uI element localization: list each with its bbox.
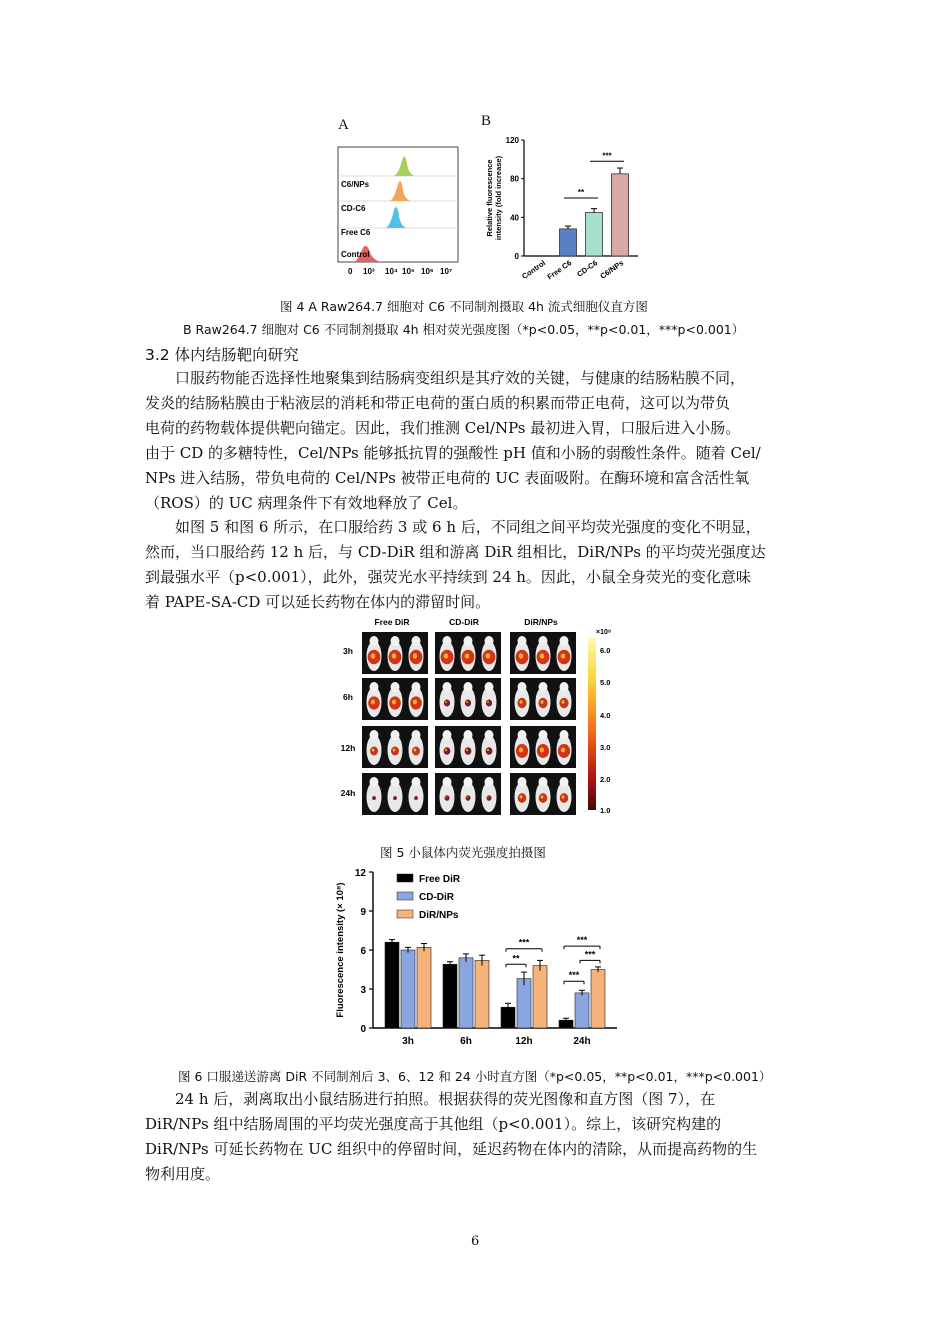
paragraph-3 bbox=[145, 1087, 805, 1187]
fig4-caption-line1: 图 4 A Raw264.7 细胞对 C6 不同制剂摄取 4h 流式细胞仪直方图 bbox=[280, 299, 648, 314]
fluorescence-signal bbox=[370, 747, 378, 756]
legend-label: DiR/NPs bbox=[419, 910, 459, 921]
fluorescence-core bbox=[520, 795, 523, 798]
sample-label: Free C6 bbox=[341, 228, 371, 237]
x-tick-label: 0 bbox=[348, 267, 353, 276]
y-tick-label: 0 bbox=[514, 252, 519, 261]
bar bbox=[586, 213, 603, 257]
y-axis-label: Fluorescence intensity (× 10⁸) bbox=[335, 882, 346, 1018]
fluorescence-core bbox=[371, 700, 375, 705]
text-line: 电荷的药物载体提供靶向锚定。因此，我们推测 Cel/NPs 最初进入胃，口服后进入小肠。 bbox=[145, 419, 741, 437]
mouse-head bbox=[391, 777, 400, 787]
histogram-peak-cd-c6 bbox=[390, 181, 410, 201]
sample-label: CD-C6 bbox=[341, 204, 366, 213]
fluorescence-signal bbox=[445, 795, 450, 801]
fluorescence-core bbox=[414, 749, 417, 752]
fluorescence-core bbox=[487, 749, 489, 751]
text-line: 口服药物能否选择性地聚集到结肠病变组织是其疗效的关键，与健康的结肠粘膜不同， bbox=[175, 369, 746, 387]
fluorescence-signal bbox=[465, 700, 471, 707]
fig6-bar-chart bbox=[325, 860, 625, 1052]
fluorescence-core bbox=[541, 700, 544, 704]
mouse-head bbox=[485, 636, 494, 646]
fluorescence-core bbox=[392, 700, 396, 705]
mouse-head bbox=[485, 730, 494, 740]
row-label: 12h bbox=[340, 743, 356, 753]
sample-label: Control bbox=[341, 250, 370, 259]
fluorescence-core bbox=[373, 797, 374, 798]
color-scale-unit: ×10⁸ bbox=[596, 629, 612, 636]
fluorescence-signal bbox=[412, 747, 420, 756]
bar bbox=[401, 950, 415, 1028]
mouse-head bbox=[485, 682, 494, 692]
mouse-head bbox=[560, 730, 569, 740]
bar bbox=[575, 993, 589, 1028]
fig6-caption: 图 6 口服递送游离 DiR 不同制剂后 3、6、12 和 24 小时直方图（*p<0.05，**p<0.01，***p<0.001） bbox=[178, 1069, 772, 1084]
row-label: 3h bbox=[343, 646, 353, 656]
bar bbox=[475, 960, 489, 1028]
mouse-head bbox=[412, 730, 421, 740]
mouse-head bbox=[518, 636, 527, 646]
mouse-head bbox=[560, 682, 569, 692]
fluorescence-core bbox=[541, 795, 544, 798]
bar bbox=[417, 947, 431, 1028]
mouse-head bbox=[539, 636, 548, 646]
bar bbox=[560, 229, 577, 256]
fluorescence-signal bbox=[486, 747, 493, 755]
mouse-head bbox=[539, 682, 548, 692]
bar bbox=[459, 958, 473, 1028]
mouse-head bbox=[464, 636, 473, 646]
mouse-head bbox=[370, 730, 379, 740]
color-scale-tick: 1.0 bbox=[600, 806, 611, 815]
text-line: 如图 5 和图 6 所示，在口服给药 3 或 6 h 后，不同组之间平均荧光强度的变化不明显， bbox=[175, 518, 761, 536]
text-line: （ROS）的 UC 病理条件下有效地释放了 Cel。 bbox=[145, 494, 468, 512]
fluorescence-core bbox=[466, 796, 467, 798]
fluorescence-core bbox=[466, 749, 468, 751]
fig4-bar-chart bbox=[478, 130, 643, 290]
mouse-head bbox=[370, 636, 379, 646]
bar bbox=[443, 964, 457, 1028]
fluorescence-core bbox=[561, 653, 566, 658]
fluorescence-core bbox=[487, 796, 488, 798]
mouse-head bbox=[539, 777, 548, 787]
text-line: 24 h 后，剥离取出小鼠结肠进行拍照。根据获得的荧光图像和直方图（图 7），在 bbox=[175, 1090, 716, 1108]
fluorescence-core bbox=[444, 653, 449, 658]
row-label: 24h bbox=[340, 788, 356, 798]
mouse-head bbox=[560, 636, 569, 646]
fluorescence-core bbox=[445, 701, 447, 703]
fluorescence-signal bbox=[465, 747, 472, 755]
x-tick-label: 10⁵ bbox=[402, 267, 415, 276]
bar bbox=[591, 970, 605, 1029]
y-tick-label: 3 bbox=[360, 985, 366, 996]
mouse-head bbox=[485, 777, 494, 787]
section-heading: 3.2 体内结肠靶向研究 bbox=[145, 346, 299, 364]
y-axis-label: intensity (fold increase) bbox=[494, 155, 503, 241]
legend-label: Free DiR bbox=[419, 874, 461, 885]
fluorescence-core bbox=[519, 747, 523, 752]
paragraph-1 bbox=[145, 366, 805, 516]
y-tick-label: 80 bbox=[510, 174, 519, 184]
paragraph-2 bbox=[145, 515, 805, 615]
mouse-head bbox=[539, 730, 548, 740]
x-tick-label: 10³ bbox=[363, 267, 375, 276]
text-line: NPs 进入结肠，带负电荷的 Cel/NPs 被带正电荷的 UC 表面吸附。在酶环境和富含活性氧 bbox=[145, 469, 750, 487]
mouse-head bbox=[391, 682, 400, 692]
significance-label: ** bbox=[512, 953, 520, 964]
text-line: 发炎的结肠粘膜由于粘液层的消耗和带正电荷的蛋白质的积累而带正电荷，这可以为带负 bbox=[145, 394, 731, 412]
column-label: CD-DiR bbox=[449, 617, 479, 627]
fluorescence-core bbox=[540, 747, 544, 752]
fluorescence-core bbox=[487, 701, 489, 703]
fig4-panel-b-letter: B bbox=[481, 113, 492, 129]
fluorescence-signal bbox=[487, 795, 492, 801]
fluorescence-core bbox=[392, 653, 397, 658]
legend-swatch bbox=[397, 910, 413, 918]
x-tick-label: 3h bbox=[402, 1036, 414, 1047]
color-scale-tick: 5.0 bbox=[600, 678, 611, 687]
column-label: DiR/NPs bbox=[524, 617, 558, 627]
mouse-head bbox=[391, 730, 400, 740]
row-label: 6h bbox=[343, 692, 353, 702]
x-tick-label: 12h bbox=[515, 1036, 533, 1047]
y-tick-label: 40 bbox=[510, 213, 519, 223]
fig5-mouse-imaging-grid bbox=[330, 616, 620, 821]
text-line: 到最强水平（p<0.001），此外，强荧光水平持续到 24 h。因此，小鼠全身荧光的变化意味 bbox=[145, 568, 751, 586]
histogram-peak-free-c6 bbox=[386, 207, 406, 228]
fig4-flow-histogram bbox=[336, 140, 466, 280]
bar bbox=[385, 942, 399, 1028]
mouse-head bbox=[443, 777, 452, 787]
mouse-head bbox=[412, 777, 421, 787]
x-tick-label: 10⁶ bbox=[421, 267, 434, 276]
fluorescence-core bbox=[445, 796, 446, 798]
color-scale-tick: 4.0 bbox=[600, 711, 611, 720]
text-line: 着 PAPE-SA-CD 可以延长药物在体内的滞留时间。 bbox=[145, 593, 491, 611]
bar bbox=[517, 979, 531, 1028]
text-line: DiR/NPs 组中结肠周围的平均荧光强度高于其他组（p<0.001）。综上，该研究构建的 bbox=[145, 1115, 722, 1133]
fluorescence-signal bbox=[444, 700, 450, 707]
mouse-head bbox=[464, 682, 473, 692]
color-scale-tick: 6.0 bbox=[600, 646, 611, 655]
fig4-panel-a-letter: A bbox=[338, 117, 349, 133]
x-tick-label: Control bbox=[520, 258, 548, 281]
significance-label: *** bbox=[602, 151, 612, 161]
mouse-head bbox=[443, 730, 452, 740]
mouse-head bbox=[412, 682, 421, 692]
mouse-head bbox=[370, 777, 379, 787]
color-scale-tick: 2.0 bbox=[600, 775, 611, 784]
fluorescence-core bbox=[413, 653, 418, 658]
fluorescence-core bbox=[486, 653, 491, 658]
y-tick-label: 12 bbox=[354, 868, 366, 879]
mouse-head bbox=[560, 777, 569, 787]
legend-label: CD-DiR bbox=[419, 892, 454, 903]
text-line: 由于 CD 的多糖特性，Cel/NPs 能够抵抗胃的强酸性 pH 值和小肠的弱酸性条件。随着 Cel/ bbox=[145, 444, 761, 462]
bar bbox=[533, 966, 547, 1028]
fig4-caption-line2: B Raw264.7 细胞对 C6 不同制剂摄取 4h 相对荧光强度图（*p<0.05，**p<0.01，***p<0.001） bbox=[183, 322, 745, 337]
fluorescence-core bbox=[394, 797, 395, 798]
x-tick-label: 10⁴ bbox=[385, 267, 398, 276]
mouse-head bbox=[518, 682, 527, 692]
y-tick-label: 6 bbox=[360, 946, 366, 957]
fluorescence-signal bbox=[393, 796, 397, 800]
fluorescence-core bbox=[415, 797, 416, 798]
page-number: 6 bbox=[471, 1234, 480, 1249]
fluorescence-core bbox=[413, 700, 417, 705]
column-label: Free DiR bbox=[374, 617, 410, 627]
fluorescence-signal bbox=[414, 796, 418, 800]
histogram-peak-c6-nps bbox=[394, 157, 414, 176]
bar bbox=[612, 174, 629, 256]
y-tick-label: 0 bbox=[360, 1024, 366, 1035]
y-tick-label: 120 bbox=[505, 136, 519, 145]
x-tick-label: CD-C6 bbox=[575, 258, 600, 279]
mouse-head bbox=[391, 636, 400, 646]
fluorescence-core bbox=[540, 653, 545, 658]
significance-label: *** bbox=[518, 937, 530, 948]
fluorescence-signal bbox=[444, 747, 451, 755]
mouse-head bbox=[518, 777, 527, 787]
significance-label: *** bbox=[576, 935, 588, 946]
color-scale-tick: 3.0 bbox=[600, 743, 611, 752]
text-line: 物利用度。 bbox=[145, 1165, 221, 1183]
mouse-head bbox=[443, 682, 452, 692]
x-tick-label: Free C6 bbox=[545, 258, 574, 282]
mouse-head bbox=[443, 636, 452, 646]
x-tick-label: C6/NPs bbox=[598, 258, 626, 281]
fluorescence-core bbox=[561, 747, 565, 752]
fluorescence-core bbox=[465, 653, 470, 658]
mouse-head bbox=[412, 636, 421, 646]
legend-swatch bbox=[397, 874, 413, 882]
mouse-head bbox=[518, 730, 527, 740]
fluorescence-core bbox=[445, 749, 447, 751]
fluorescence-core bbox=[562, 700, 565, 704]
fluorescence-signal bbox=[372, 796, 376, 800]
mouse-head bbox=[370, 682, 379, 692]
y-tick-label: 9 bbox=[360, 907, 366, 918]
legend-swatch bbox=[397, 892, 413, 900]
mouse-head bbox=[464, 777, 473, 787]
fluorescence-core bbox=[562, 795, 565, 798]
text-line: 然而，当口服给药 12 h 后，与 CD-DiR 组和游离 DiR 组相比，DiR/NPs 的平均荧光强度达 bbox=[145, 543, 766, 561]
fluorescence-core bbox=[520, 700, 523, 704]
y-axis-label: Relative fluorescence bbox=[485, 159, 494, 237]
fluorescence-core bbox=[466, 701, 468, 703]
fluorescence-core bbox=[372, 749, 375, 752]
color-scale-bar bbox=[588, 638, 596, 810]
x-tick-label: 10⁷ bbox=[440, 267, 453, 276]
x-tick-label: 6h bbox=[460, 1036, 472, 1047]
significance-label: ** bbox=[577, 188, 585, 197]
text-line: DiR/NPs 可延长药物在 UC 组织中的停留时间，延迟药物在体内的清除，从而提高药物的生 bbox=[145, 1140, 758, 1158]
fluorescence-signal bbox=[486, 700, 492, 707]
fluorescence-core bbox=[371, 653, 376, 658]
fig5-caption: 图 5 小鼠体内荧光强度拍摄图 bbox=[380, 845, 546, 860]
sample-label: C6/NPs bbox=[341, 180, 370, 189]
significance-label: *** bbox=[568, 970, 580, 981]
x-tick-label: 24h bbox=[573, 1036, 591, 1047]
fluorescence-core bbox=[519, 653, 524, 658]
fluorescence-core bbox=[393, 749, 396, 752]
fluorescence-signal bbox=[391, 747, 399, 756]
mouse-head bbox=[464, 730, 473, 740]
fluorescence-signal bbox=[466, 795, 471, 801]
significance-label: *** bbox=[584, 949, 596, 960]
